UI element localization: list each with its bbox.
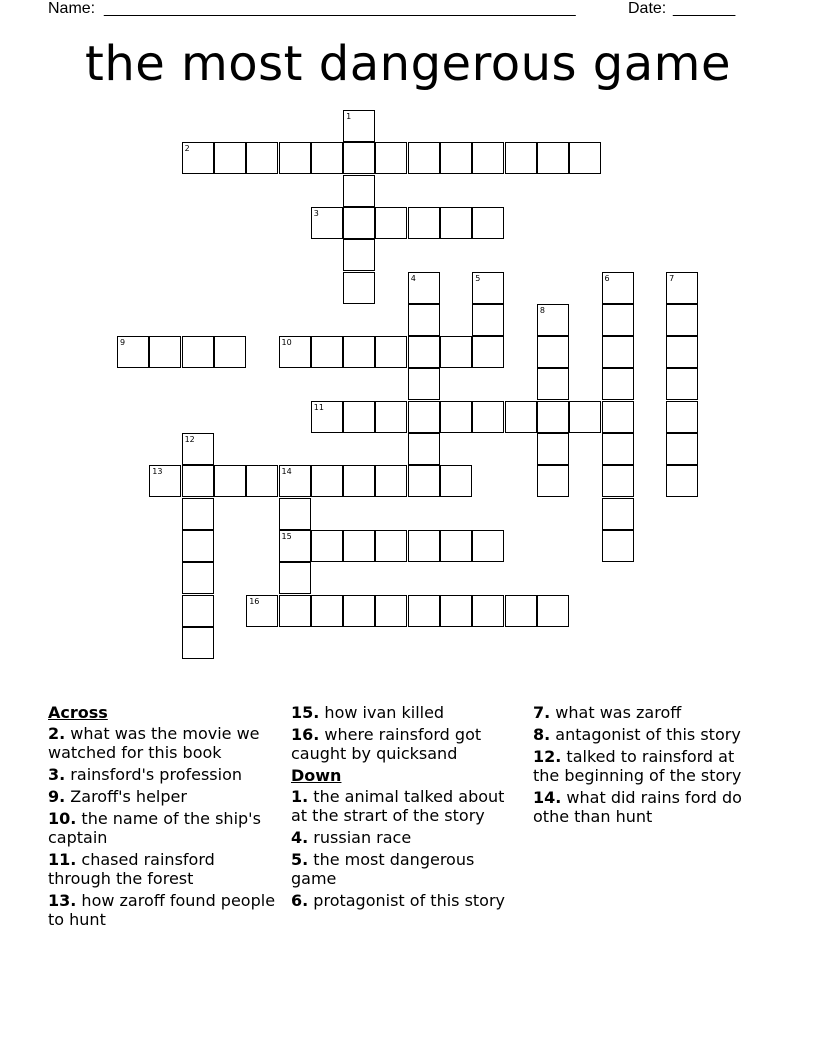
grid-cell[interactable]: [343, 207, 375, 239]
clue-item: [533, 788, 765, 826]
clue-number: 7.: [533, 703, 551, 722]
clue-text: how ivan killed: [319, 703, 445, 722]
grid-cell[interactable]: [343, 336, 375, 368]
grid-cell[interactable]: [182, 595, 214, 627]
clue-number: 15.: [291, 703, 320, 722]
grid-cell[interactable]: [666, 336, 698, 368]
grid-cell[interactable]: [375, 465, 407, 497]
grid-cell[interactable]: [472, 207, 504, 239]
down-clue-list: [291, 787, 523, 910]
clue-item: [533, 747, 765, 785]
down-heading: Down: [291, 766, 342, 785]
grid-cell[interactable]: [537, 336, 569, 368]
grid-cell[interactable]: [149, 465, 181, 497]
clue-number-label: 8: [539, 305, 545, 315]
grid-cell[interactable]: [666, 433, 698, 465]
grid-cell[interactable]: [602, 304, 634, 336]
grid-cell[interactable]: [343, 110, 375, 142]
clue-number: 16.: [291, 725, 320, 744]
clue-number-label: 11: [313, 402, 324, 412]
clue-number: 4.: [291, 828, 309, 847]
grid-cell[interactable]: [343, 401, 375, 433]
name-field[interactable]: _____________________________________________________: [104, 0, 576, 17]
grid-cell[interactable]: [117, 336, 149, 368]
clue-item: [291, 891, 523, 910]
grid-cell[interactable]: [569, 401, 601, 433]
clue-number: 6.: [291, 891, 309, 910]
clue-number: 1.: [291, 787, 309, 806]
grid-cell[interactable]: [375, 595, 407, 627]
clue-number: 9.: [48, 787, 66, 806]
clue-number-label: 16: [249, 596, 260, 606]
grid-cell[interactable]: [666, 368, 698, 400]
clue-number-label: 1: [346, 112, 352, 121]
grid-cell[interactable]: [279, 142, 311, 174]
grid-cell[interactable]: [440, 530, 472, 562]
grid-cell[interactable]: [375, 336, 407, 368]
grid-cell[interactable]: [408, 401, 440, 433]
grid-cell[interactable]: [311, 530, 343, 562]
grid-cell[interactable]: [602, 465, 634, 497]
grid-cell[interactable]: [279, 336, 311, 368]
grid-cell[interactable]: [666, 304, 698, 336]
grid-cell[interactable]: [311, 207, 343, 239]
clue-number: 2.: [48, 724, 66, 743]
clue-text: russian race: [308, 828, 412, 847]
clue-number: 12.: [533, 747, 562, 766]
grid-cell[interactable]: [279, 465, 311, 497]
clue-number: 8.: [533, 725, 551, 744]
clue-text: what was zaroff: [550, 703, 682, 722]
clue-number-label: 12: [184, 435, 195, 444]
grid-cell[interactable]: [246, 595, 278, 627]
grid-cell[interactable]: [666, 272, 698, 304]
grid-cell[interactable]: [182, 336, 214, 368]
page-title: the most dangerous game: [85, 36, 731, 92]
grid-cell[interactable]: [343, 175, 375, 207]
grid-cell[interactable]: [408, 272, 440, 304]
clue-number-label: 14: [281, 467, 292, 477]
clue-item: [48, 891, 280, 929]
grid-cell[interactable]: [602, 433, 634, 465]
grid-cell[interactable]: [472, 530, 504, 562]
clue-column-3: [533, 703, 765, 829]
clue-number-label: 4: [410, 273, 416, 283]
clue-number: 3.: [48, 765, 66, 784]
grid-cell[interactable]: [602, 498, 634, 530]
clue-number: 10.: [48, 809, 77, 828]
clue-number-label: 15: [281, 531, 292, 541]
clue-text: talked to rainsford at the beginning of the story: [533, 747, 742, 785]
grid-cell[interactable]: [214, 336, 246, 368]
clue-item: [533, 725, 765, 744]
clue-text: the most dangerous game: [291, 850, 475, 888]
grid-cell[interactable]: [408, 304, 440, 336]
grid-cell[interactable]: [505, 142, 537, 174]
grid-cell[interactable]: [440, 595, 472, 627]
grid-cell[interactable]: [182, 142, 214, 174]
grid-cell[interactable]: [279, 595, 311, 627]
across-clue-list: [48, 724, 280, 929]
clue-number-label: 13: [152, 467, 163, 477]
grid-cell[interactable]: [343, 272, 375, 304]
date-label: Date:: [628, 0, 667, 17]
grid-cell[interactable]: [472, 304, 504, 336]
across-heading: Across: [48, 703, 108, 722]
grid-cell[interactable]: [440, 465, 472, 497]
grid-cell[interactable]: [408, 368, 440, 400]
grid-cell[interactable]: [537, 142, 569, 174]
date-field[interactable]: _______: [673, 0, 736, 17]
clue-item: [291, 703, 523, 722]
grid-cell[interactable]: [375, 142, 407, 174]
clue-number-label: 5: [475, 273, 481, 283]
clue-text: rainsford's profession: [65, 765, 242, 784]
clue-item: [291, 725, 523, 763]
clue-text: chased rainsford through the forest: [48, 850, 215, 888]
grid-cell[interactable]: [440, 207, 472, 239]
name-label: Name:: [48, 0, 96, 17]
grid-cell[interactable]: [182, 498, 214, 530]
grid-cell[interactable]: [537, 595, 569, 627]
clue-number-label: 9: [120, 338, 126, 348]
clue-item: [533, 703, 765, 722]
grid-cell[interactable]: [408, 530, 440, 562]
grid-cell[interactable]: [182, 627, 214, 659]
grid-cell[interactable]: [472, 595, 504, 627]
clue-item: [291, 787, 523, 825]
clue-number: 11.: [48, 850, 77, 869]
clue-number-label: 7: [669, 273, 675, 283]
grid-cell[interactable]: [311, 465, 343, 497]
clue-item: [291, 828, 523, 847]
grid-cell[interactable]: [182, 562, 214, 594]
grid-cell[interactable]: [182, 433, 214, 465]
grid-cell[interactable]: [440, 336, 472, 368]
grid-cell[interactable]: [505, 401, 537, 433]
grid-cell[interactable]: [408, 595, 440, 627]
clue-number-label: 10: [281, 338, 292, 348]
grid-cell[interactable]: [602, 272, 634, 304]
grid-cell[interactable]: [279, 562, 311, 594]
grid-cell[interactable]: [343, 142, 375, 174]
grid-cell[interactable]: [343, 595, 375, 627]
grid-cell[interactable]: [602, 530, 634, 562]
grid-cell[interactable]: [343, 530, 375, 562]
clue-item: [48, 787, 280, 806]
clue-number-label: 6: [604, 273, 610, 283]
grid-cell[interactable]: [214, 142, 246, 174]
clue-item: [291, 850, 523, 888]
grid-cell[interactable]: [408, 336, 440, 368]
clue-text: what was the movie we watched for this book: [48, 724, 260, 762]
grid-cell[interactable]: [602, 401, 634, 433]
clue-text: what did rains ford do othe than hunt: [533, 788, 742, 826]
grid-cell[interactable]: [375, 530, 407, 562]
clue-text: antagonist of this story: [550, 725, 741, 744]
grid-cell[interactable]: [472, 336, 504, 368]
grid-cell[interactable]: [602, 368, 634, 400]
grid-cell[interactable]: [214, 465, 246, 497]
grid-cell[interactable]: [505, 595, 537, 627]
grid-cell[interactable]: [472, 272, 504, 304]
clue-column-1: [48, 703, 280, 932]
clue-text: Zaroff's helper: [65, 787, 187, 806]
grid-cell[interactable]: [602, 336, 634, 368]
grid-cell[interactable]: [149, 336, 181, 368]
grid-cell[interactable]: [666, 465, 698, 497]
grid-cell[interactable]: [182, 465, 214, 497]
grid-cell[interactable]: [182, 530, 214, 562]
grid-cell[interactable]: [375, 207, 407, 239]
clue-text: the animal talked about at the strart of the story: [291, 787, 505, 825]
clue-item: [48, 724, 280, 762]
clue-text: protagonist of this story: [308, 891, 506, 910]
grid-cell[interactable]: [472, 142, 504, 174]
clue-number: 14.: [533, 788, 562, 807]
grid-cell[interactable]: [343, 465, 375, 497]
clue-item: [48, 765, 280, 784]
grid-cell[interactable]: [537, 465, 569, 497]
grid-cell[interactable]: [311, 336, 343, 368]
grid-cell[interactable]: [440, 142, 472, 174]
grid-cell[interactable]: [537, 433, 569, 465]
grid-cell[interactable]: [537, 368, 569, 400]
clue-column-2: [291, 703, 523, 913]
across-clue-list-continued: [291, 703, 523, 763]
clue-text: how zaroff found people to hunt: [48, 891, 276, 929]
grid-cell[interactable]: [375, 401, 407, 433]
clue-item: [48, 809, 280, 847]
grid-cell[interactable]: [666, 401, 698, 433]
grid-cell[interactable]: [537, 401, 569, 433]
grid-cell[interactable]: [279, 530, 311, 562]
grid-cell[interactable]: [408, 207, 440, 239]
grid-cell[interactable]: [408, 433, 440, 465]
grid-cell[interactable]: [246, 142, 278, 174]
clue-text: the name of the ship's captain: [48, 809, 261, 847]
down-clue-list-continued: [533, 703, 765, 826]
grid-cell[interactable]: [311, 401, 343, 433]
grid-cell[interactable]: [569, 142, 601, 174]
grid-cell[interactable]: [537, 304, 569, 336]
grid-cell[interactable]: [408, 142, 440, 174]
clue-number: 13.: [48, 891, 77, 910]
clue-number: 5.: [291, 850, 309, 869]
grid-cell[interactable]: [343, 239, 375, 271]
clue-text: where rainsford got caught by quicksand: [291, 725, 482, 763]
grid-cell[interactable]: [311, 595, 343, 627]
grid-cell[interactable]: [279, 498, 311, 530]
grid-cell[interactable]: [408, 465, 440, 497]
grid-cell[interactable]: [311, 142, 343, 174]
grid-cell[interactable]: [246, 465, 278, 497]
clue-number-label: 2: [184, 144, 190, 154]
clue-number-label: 3: [313, 208, 319, 218]
grid-cell[interactable]: [440, 401, 472, 433]
grid-cell[interactable]: [472, 401, 504, 433]
clue-item: [48, 850, 280, 888]
